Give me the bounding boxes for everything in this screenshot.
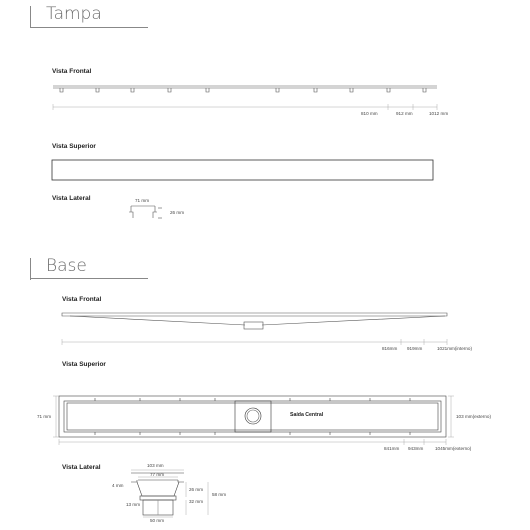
tampa-frontal-dimension-line bbox=[53, 104, 437, 110]
base-frontal-label: Vista Frontal bbox=[62, 296, 102, 303]
tampa-superior-label: Vista Superior bbox=[52, 143, 96, 150]
tampa-superior-drawing bbox=[52, 160, 433, 180]
tampa-frontal-dim-1012: 1012 mm bbox=[429, 111, 449, 116]
tampa-lateral-width: 71 mm bbox=[135, 198, 150, 203]
base-heading-bar bbox=[30, 258, 31, 280]
tampa-lateral-label: Vista Lateral bbox=[52, 195, 91, 202]
base-superior-center-label: Saída Central bbox=[290, 412, 324, 418]
base-lateral-pipe-lip: 13 mm bbox=[126, 502, 141, 507]
base-superior-dim-841: 841mm bbox=[384, 446, 400, 451]
base-lateral-drawing bbox=[131, 473, 184, 515]
base-lateral-top-width: 103 mm bbox=[147, 463, 164, 468]
base-superior-dim-1045: 1045mm(externo) bbox=[435, 446, 472, 451]
base-frontal-dim-1021: 1021mm(interno) bbox=[437, 346, 472, 351]
base-superior-right-dim: 103 mm(externo) bbox=[456, 414, 491, 419]
tampa-frontal-tabs bbox=[60, 88, 426, 92]
base-lateral-label: Vista Lateral bbox=[62, 464, 101, 471]
base-lateral-upper-height: 26 mm bbox=[189, 487, 204, 492]
base-heading: Base bbox=[46, 256, 87, 276]
base-lateral-total-height: 58 mm bbox=[212, 492, 227, 497]
base-frontal-drawing bbox=[62, 313, 447, 329]
tampa-frontal-dim-912: 912 mm bbox=[396, 111, 413, 116]
base-lateral-lip: 4 mm bbox=[112, 483, 124, 488]
base-frontal-dimension-line bbox=[62, 339, 447, 345]
tampa-lateral-drawing bbox=[129, 206, 162, 218]
base-superior-dim-943: 943mm bbox=[408, 446, 424, 451]
tampa-heading: Tampa bbox=[46, 4, 102, 24]
base-frontal-dim-919: 919mm bbox=[407, 346, 423, 351]
base-frontal-dim-816: 816mm bbox=[382, 346, 398, 351]
base-superior-drawing bbox=[59, 396, 446, 437]
base-lateral-inner-width: 77 mm bbox=[150, 472, 165, 477]
tampa-frontal-dim-810: 810 mm bbox=[361, 111, 378, 116]
base-superior-dimension-lines bbox=[53, 396, 454, 445]
base-heading-underline bbox=[30, 278, 148, 279]
base-superior-label: Vista Superior bbox=[62, 361, 106, 368]
base-superior-left-dim: 71 mm bbox=[37, 414, 52, 419]
base-lateral-pipe-width: 50 mm bbox=[150, 518, 165, 523]
base-lateral-lower-height: 32 mm bbox=[189, 499, 204, 504]
tampa-frontal-label: Vista Frontal bbox=[52, 68, 92, 75]
tampa-frontal-drawing bbox=[53, 86, 437, 92]
base-lateral-dimension-lines bbox=[131, 470, 208, 517]
tampa-lateral-height: 26 mm bbox=[170, 210, 185, 215]
